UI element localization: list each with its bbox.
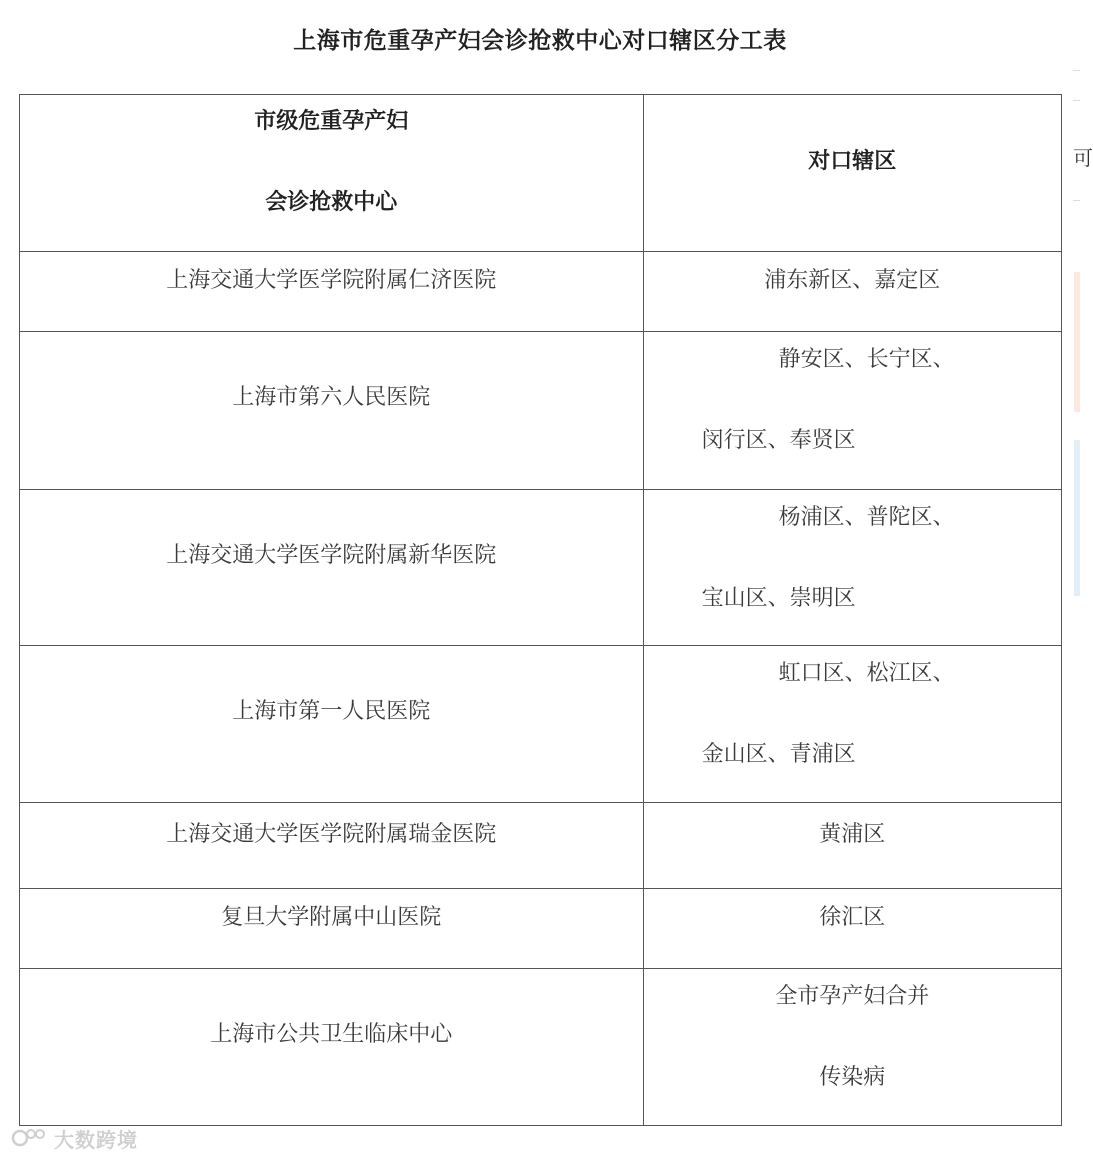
header-center-line2: 会诊抢救中心 (265, 190, 398, 215)
district-assignment-table (19, 94, 1062, 1126)
center-name: 上海市第一人民医院 (232, 699, 431, 724)
edge-divider (1073, 100, 1080, 101)
center-cell (20, 252, 644, 332)
district-line1: 静安区、长宁区、 (778, 347, 955, 372)
district-line1: 杨浦区、普陀区、 (778, 505, 955, 530)
table-header-row (20, 95, 1062, 252)
district-cell (643, 646, 1061, 803)
header-center-line1: 市级危重孕产妇 (254, 109, 409, 134)
district-line1: 虹口区、松江区、 (778, 661, 955, 686)
district-cell (643, 490, 1061, 646)
district-line2: 宝山区、崇明区 (701, 586, 856, 611)
watermark-logo-icon (10, 1126, 50, 1150)
page-title: 上海市危重孕产妇会诊抢救中心对口辖区分工表 (293, 28, 787, 54)
district-line1: 徐汇区 (819, 905, 886, 930)
edge-divider (1073, 70, 1080, 71)
table-row (20, 332, 1062, 490)
center-name: 上海交通大学医学院附属新华医院 (166, 543, 497, 568)
district-cell (643, 969, 1061, 1126)
watermark-text: 大数跨境 (54, 1127, 138, 1152)
table-row (20, 889, 1062, 969)
edge-panel-warm (1074, 272, 1080, 412)
edge-text-fragment: 可 (1073, 146, 1093, 170)
table-row (20, 969, 1062, 1126)
header-district-cell (643, 95, 1061, 252)
district-line1: 全市孕产妇合并 (775, 984, 930, 1009)
center-cell (20, 646, 644, 803)
district-cell (643, 332, 1061, 490)
table-row (20, 646, 1062, 803)
center-name: 上海交通大学医学院附属瑞金医院 (166, 822, 497, 847)
center-cell (20, 969, 644, 1126)
center-name: 上海市第六人民医院 (232, 385, 431, 410)
table-row (20, 803, 1062, 889)
district-line2: 闵行区、奉贤区 (701, 428, 856, 453)
district-line1: 黄浦区 (819, 822, 886, 847)
center-cell (20, 889, 644, 969)
edge-divider (1073, 200, 1080, 201)
district-line1: 浦东新区、嘉定区 (764, 268, 941, 293)
district-line2: 金山区、青浦区 (701, 742, 856, 767)
center-name: 上海市公共卫生临床中心 (210, 1022, 453, 1047)
center-name: 上海交通大学医学院附属仁济医院 (166, 268, 497, 293)
center-cell (20, 803, 644, 889)
center-name: 复旦大学附属中山医院 (221, 905, 442, 930)
center-cell (20, 490, 644, 646)
header-center-cell (20, 95, 644, 252)
district-cell (643, 803, 1061, 889)
district-cell (643, 889, 1061, 969)
table-row (20, 490, 1062, 646)
edge-panel-cool (1074, 440, 1080, 596)
watermark (10, 1124, 138, 1152)
table-row (20, 252, 1062, 332)
district-line2: 传染病 (819, 1065, 886, 1090)
header-district-label: 对口辖区 (808, 149, 897, 174)
center-cell (20, 332, 644, 490)
district-cell (643, 252, 1061, 332)
